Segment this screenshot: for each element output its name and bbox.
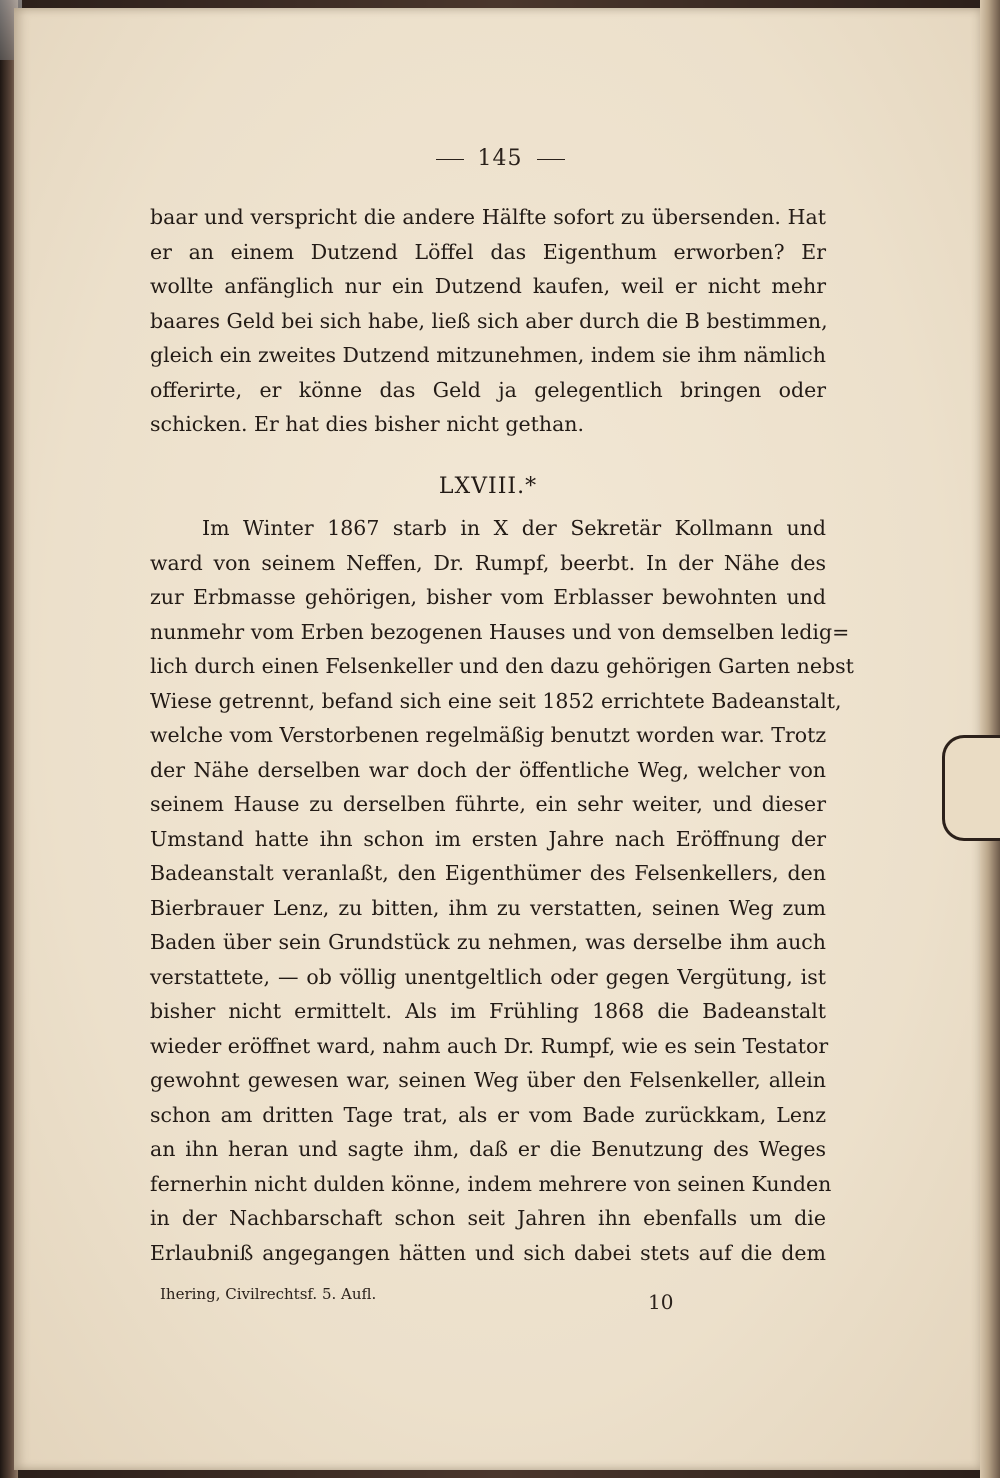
text-line: verstattete, — ob völlig unentgeltlich oder gegen Vergütung, ist — [150, 964, 826, 989]
header-dash-right — [537, 159, 565, 160]
text-line: der Nähe derselben war doch der öffentliche Weg, welcher von — [150, 757, 826, 782]
section-heading: LXVIII.* — [438, 474, 538, 499]
page-header — [400, 146, 600, 171]
text-line: ward von seinem Neffen, Dr. Rumpf, beerbt. In der Nähe des — [150, 550, 826, 575]
text-line: Erlaubniß angegangen hätten und sich dabei stets auf die dem — [150, 1240, 826, 1265]
text-line: Wiese getrennt, befand sich eine seit 1852 errichtete Badeanstalt, — [150, 688, 842, 713]
text-line: nunmehr vom Erben bezogenen Hauses und von demselben ledig= — [150, 619, 850, 644]
paragraph-continued — [150, 200, 826, 442]
text-line: seinem Hause zu derselben führte, ein sehr weiter, und dieser — [150, 792, 826, 816]
text-line: Umstand hatte ihn schon im ersten Jahre nach Eröffnung der — [150, 826, 826, 851]
header-dash-left — [436, 159, 464, 160]
text-line: baar und verspricht die andere Hälfte sofort zu übersenden. Hat — [150, 205, 826, 229]
text-line: wollte anfänglich nur ein Dutzend kaufen, weil er nicht mehr — [150, 274, 826, 298]
paragraph-case — [150, 511, 854, 1270]
text-line: schon am dritten Tage trat, als er vom Bade zurückkam, Lenz — [150, 1102, 826, 1127]
text-line: gleich ein zweites Dutzend mitzunehmen, indem sie ihm nämlich — [150, 343, 826, 367]
text-line: gewohnt gewesen war, seinen Weg über den Felsenkeller, allein — [150, 1068, 826, 1092]
signature-line: Ihering, Civilrechtsf. 5. Aufl. — [160, 1285, 377, 1303]
text-line: lich durch einen Felsenkeller und den dazu gehörigen Garten nebst — [150, 654, 854, 678]
sheet-signature-number: 10 — [648, 1290, 674, 1314]
text-line: welche vom Verstorbenen regelmäßig benutzt worden war. Trotz — [150, 723, 827, 747]
text-line: Badeanstalt veranlaßt, den Eigenthümer des Felsenkellers, den — [150, 861, 826, 885]
text-line: wieder eröffnet ward, nahm auch Dr. Rumpf, wie es sein Testator — [150, 1033, 829, 1058]
text-line: Im Winter 1867 starb in X der Sekretär Kollmann und — [202, 516, 826, 540]
text-line: an ihn heran und sagte ihm, daß er die Benutzung des Weges — [150, 1137, 826, 1161]
text-line: Bierbrauer Lenz, zu bitten, ihm zu verstatten, seinen Weg zum — [150, 895, 826, 920]
text-line: offerirte, er könne das Geld ja gelegentlich bringen oder — [150, 377, 826, 402]
text-line: in der Nachbarschaft schon seit Jahren ihn ebenfalls um die — [150, 1206, 826, 1230]
thumb-index-tab — [942, 735, 1000, 841]
text-line: bisher nicht ermittelt. Als im Frühling 1868 die Badeanstalt — [150, 999, 826, 1023]
text-line: schicken. Er hat dies bisher nicht gethan. — [150, 412, 585, 436]
text-line: er an einem Dutzend Löffel das Eigenthum erworben? Er — [150, 239, 826, 264]
page-number: 145 — [477, 146, 523, 171]
text-line: zur Erbmasse gehörigen, bisher vom Erblasser bewohnten und — [150, 585, 826, 609]
text-line: fernerhin nicht dulden könne, indem mehrere von seinen Kunden — [150, 1171, 832, 1196]
text-line: Baden über sein Grundstück zu nehmen, was derselbe ihm auch — [150, 930, 826, 954]
text-line: baares Geld bei sich habe, ließ sich aber durch die B bestimmen, — [150, 308, 828, 333]
